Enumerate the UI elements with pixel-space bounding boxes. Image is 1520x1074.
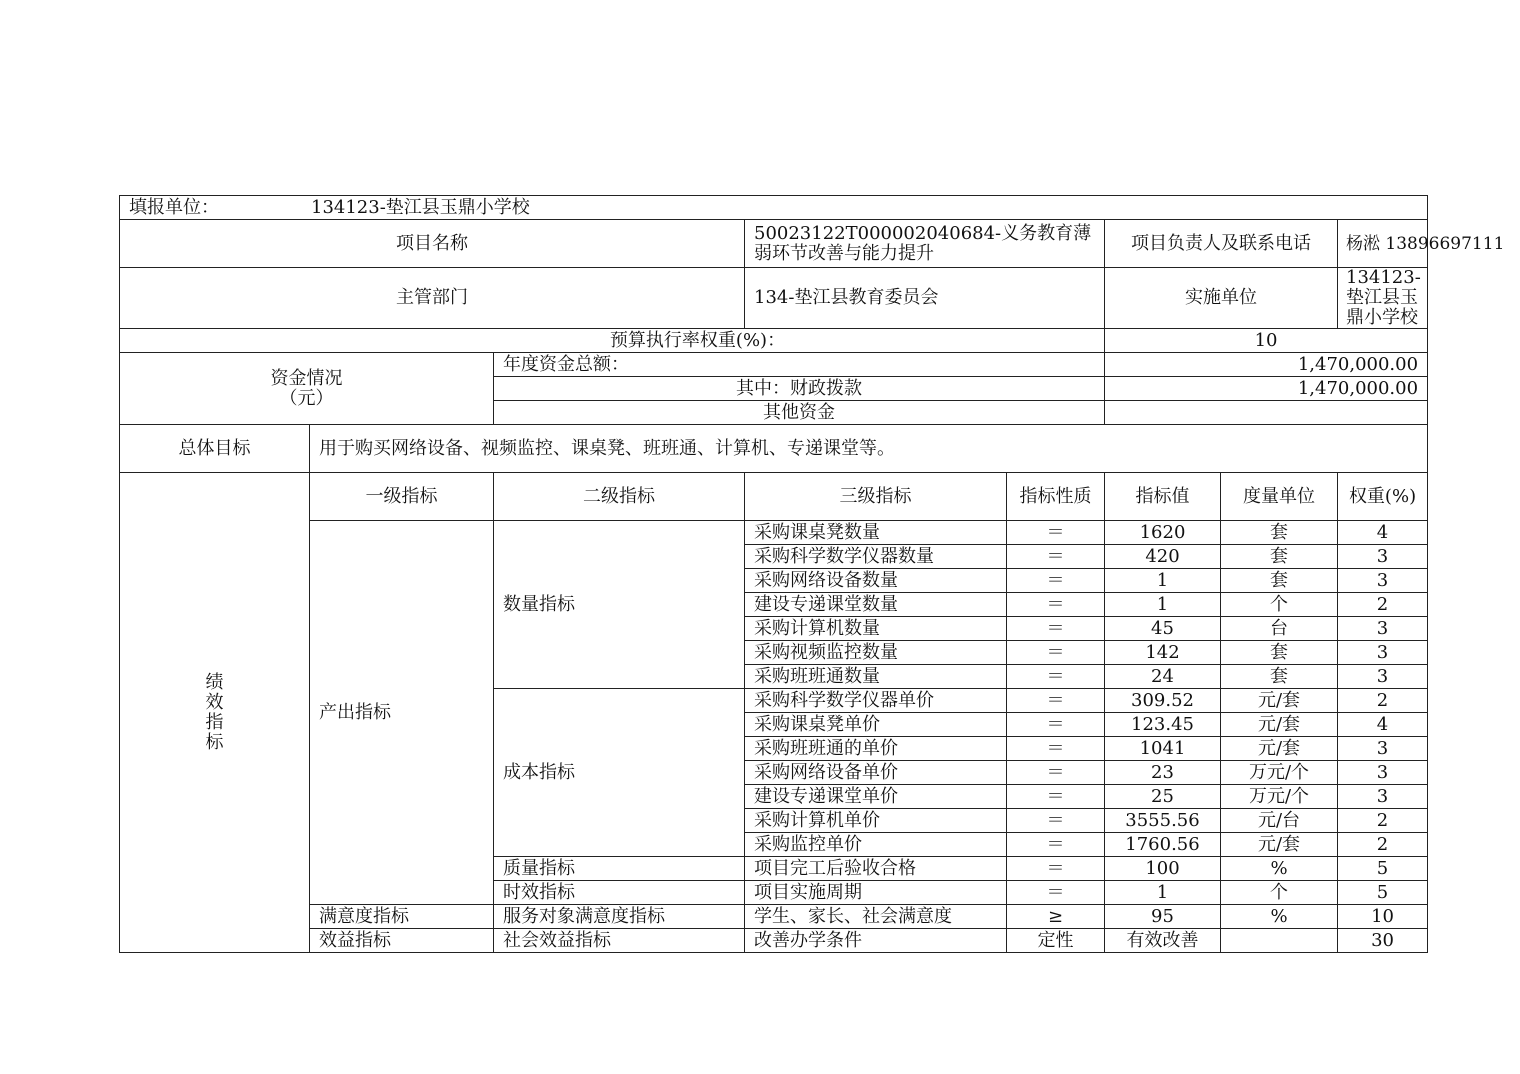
indicator-unit: % (1221, 905, 1338, 929)
indicator-weight: 3 (1338, 617, 1428, 641)
indicator-unit: 万元/个 (1221, 761, 1338, 785)
section-char-3: 指 (205, 711, 224, 733)
reporting-unit-label: 填报单位： (129, 196, 219, 218)
indicator-weight: 3 (1338, 545, 1428, 569)
goal-label: 总体目标 (120, 425, 310, 473)
indicator-weight: 5 (1338, 881, 1428, 905)
indicator-name: 采购计算机单价 (745, 809, 1007, 833)
funds-fiscal-label: 其中：财政拨款 (494, 377, 1105, 401)
indicator-op: 定性 (1007, 929, 1105, 953)
indicator-unit: 元/套 (1221, 689, 1338, 713)
indicator-name: 采购班班通数量 (745, 665, 1007, 689)
level2-social: 社会效益指标 (494, 929, 745, 953)
indicator-name: 学生、家长、社会满意度 (745, 905, 1007, 929)
indicator-op: ≥ (1007, 905, 1105, 929)
indicator-value: 420 (1105, 545, 1221, 569)
indicator-name: 采购计算机数量 (745, 617, 1007, 641)
performance-form-table (119, 195, 1505, 953)
implementing-unit-label: 实施单位 (1105, 268, 1338, 329)
project-name-value: 50023122T000002040684-义务教育薄弱环节改善与能力提升 (745, 220, 1105, 268)
indicator-name: 采购视频监控数量 (745, 641, 1007, 665)
funds-total-value: 1,470,000.00 (1105, 353, 1428, 377)
header-weight: 权重(%) (1338, 473, 1428, 521)
indicator-op: ＝ (1007, 713, 1105, 737)
funds-label-line1: 资金情况 (270, 367, 343, 389)
implementing-unit-value: 134123-垫江县玉鼎小学校 (1338, 268, 1428, 329)
reporting-unit-row (120, 196, 1428, 220)
indicator-op: ＝ (1007, 857, 1105, 881)
indicator-op: ＝ (1007, 593, 1105, 617)
level1-benefit: 效益指标 (310, 929, 494, 953)
funds-other-label: 其他资金 (494, 401, 1105, 425)
indicator-weight: 3 (1338, 569, 1428, 593)
indicator-unit: 个 (1221, 881, 1338, 905)
indicator-name: 采购科学数学仪器数量 (745, 545, 1007, 569)
header-unit: 度量单位 (1221, 473, 1338, 521)
header-value: 指标值 (1105, 473, 1221, 521)
indicator-weight: 5 (1338, 857, 1428, 881)
funds-other-value (1105, 401, 1428, 425)
level2-quantity: 数量指标 (494, 521, 745, 689)
indicator-weight: 2 (1338, 809, 1428, 833)
indicator-op: ＝ (1007, 785, 1105, 809)
indicator-op: ＝ (1007, 881, 1105, 905)
level2-time: 时效指标 (494, 881, 745, 905)
indicator-weight: 30 (1338, 929, 1428, 953)
section-char-2: 效 (205, 691, 224, 713)
indicator-name: 采购课桌凳数量 (745, 521, 1007, 545)
indicator-name: 采购班班通的单价 (745, 737, 1007, 761)
header-level1: 一级指标 (310, 473, 494, 521)
indicator-value: 3555.56 (1105, 809, 1221, 833)
indicator-value: 25 (1105, 785, 1221, 809)
indicator-name: 采购监控单价 (745, 833, 1007, 857)
indicator-unit: 元/台 (1221, 809, 1338, 833)
indicator-unit: 套 (1221, 545, 1338, 569)
indicator-weight: 2 (1338, 833, 1428, 857)
indicator-weight: 2 (1338, 689, 1428, 713)
indicator-op: ＝ (1007, 569, 1105, 593)
indicator-value: 1 (1105, 569, 1221, 593)
indicator-weight: 4 (1338, 713, 1428, 737)
section-char-1: 绩 (205, 671, 224, 693)
project-contact-label: 项目负责人及联系电话 (1105, 220, 1338, 268)
reporting-unit-value: 134123-垫江县玉鼎小学校 (311, 196, 530, 218)
indicator-weight: 10 (1338, 905, 1428, 929)
level1-satisfaction: 满意度指标 (310, 905, 494, 929)
indicator-value: 1 (1105, 881, 1221, 905)
indicator-weight: 2 (1338, 593, 1428, 617)
indicator-value: 142 (1105, 641, 1221, 665)
indicator-name: 建设专递课堂数量 (745, 593, 1007, 617)
department-value: 134-垫江县教育委员会 (745, 268, 1105, 329)
indicator-op: ＝ (1007, 737, 1105, 761)
department-label: 主管部门 (120, 268, 745, 329)
indicator-value: 有效改善 (1105, 929, 1221, 953)
indicator-unit: 套 (1221, 521, 1338, 545)
indicator-unit: 元/套 (1221, 833, 1338, 857)
indicator-value: 95 (1105, 905, 1221, 929)
indicator-value: 123.45 (1105, 713, 1221, 737)
funds-total-label: 年度资金总额： (494, 353, 1105, 377)
funds-label (120, 353, 494, 425)
indicator-op: ＝ (1007, 665, 1105, 689)
indicator-weight: 3 (1338, 761, 1428, 785)
goal-text: 用于购买网络设备、视频监控、课桌凳、班班通、计算机、专递课堂等。 (310, 425, 1428, 473)
indicator-name: 项目完工后验收合格 (745, 857, 1007, 881)
indicator-weight: 3 (1338, 737, 1428, 761)
project-contact-value: 杨淞 13896697111 (1338, 220, 1428, 268)
funds-label-line2: （元） (279, 387, 334, 409)
indicator-name: 项目实施周期 (745, 881, 1007, 905)
indicator-weight: 3 (1338, 785, 1428, 809)
indicator-name: 采购网络设备数量 (745, 569, 1007, 593)
indicator-op: ＝ (1007, 521, 1105, 545)
indicator-op: ＝ (1007, 809, 1105, 833)
indicator-op: ＝ (1007, 545, 1105, 569)
indicator-name: 采购课桌凳单价 (745, 713, 1007, 737)
indicator-weight: 4 (1338, 521, 1428, 545)
indicator-unit (1221, 929, 1338, 953)
level2-service: 服务对象满意度指标 (494, 905, 745, 929)
indicator-unit: 套 (1221, 665, 1338, 689)
indicator-unit: 万元/个 (1221, 785, 1338, 809)
indicator-value: 1041 (1105, 737, 1221, 761)
indicator-op: ＝ (1007, 641, 1105, 665)
level1-output: 产出指标 (310, 521, 494, 905)
header-nature: 指标性质 (1007, 473, 1105, 521)
budget-rate-value: 10 (1105, 329, 1428, 353)
level2-cost: 成本指标 (494, 689, 745, 857)
indicator-op: ＝ (1007, 833, 1105, 857)
level2-quality: 质量指标 (494, 857, 745, 881)
indicator-op: ＝ (1007, 689, 1105, 713)
indicator-unit: % (1221, 857, 1338, 881)
indicator-unit: 套 (1221, 641, 1338, 665)
indicator-name: 采购科学数学仪器单价 (745, 689, 1007, 713)
budget-rate-label: 预算执行率权重(%)： (120, 329, 1105, 353)
indicator-value: 100 (1105, 857, 1221, 881)
indicator-name: 建设专递课堂单价 (745, 785, 1007, 809)
indicator-value: 23 (1105, 761, 1221, 785)
indicator-value: 309.52 (1105, 689, 1221, 713)
indicator-weight: 3 (1338, 641, 1428, 665)
indicator-value: 1760.56 (1105, 833, 1221, 857)
indicator-weight: 3 (1338, 665, 1428, 689)
section-char-4: 标 (205, 731, 224, 753)
indicator-name: 改善办学条件 (745, 929, 1007, 953)
indicator-value: 1 (1105, 593, 1221, 617)
indicator-value: 24 (1105, 665, 1221, 689)
header-level3: 三级指标 (745, 473, 1007, 521)
indicator-value: 1620 (1105, 521, 1221, 545)
header-level2: 二级指标 (494, 473, 745, 521)
indicator-unit: 个 (1221, 593, 1338, 617)
project-name-label: 项目名称 (120, 220, 745, 268)
indicator-name: 采购网络设备单价 (745, 761, 1007, 785)
indicator-unit: 套 (1221, 569, 1338, 593)
funds-fiscal-value: 1,470,000.00 (1105, 377, 1428, 401)
indicator-op: ＝ (1007, 617, 1105, 641)
indicator-unit: 元/套 (1221, 713, 1338, 737)
performance-indicators-section (120, 473, 310, 953)
indicator-unit: 台 (1221, 617, 1338, 641)
indicator-op: ＝ (1007, 761, 1105, 785)
indicator-unit: 元/套 (1221, 737, 1338, 761)
indicator-value: 45 (1105, 617, 1221, 641)
